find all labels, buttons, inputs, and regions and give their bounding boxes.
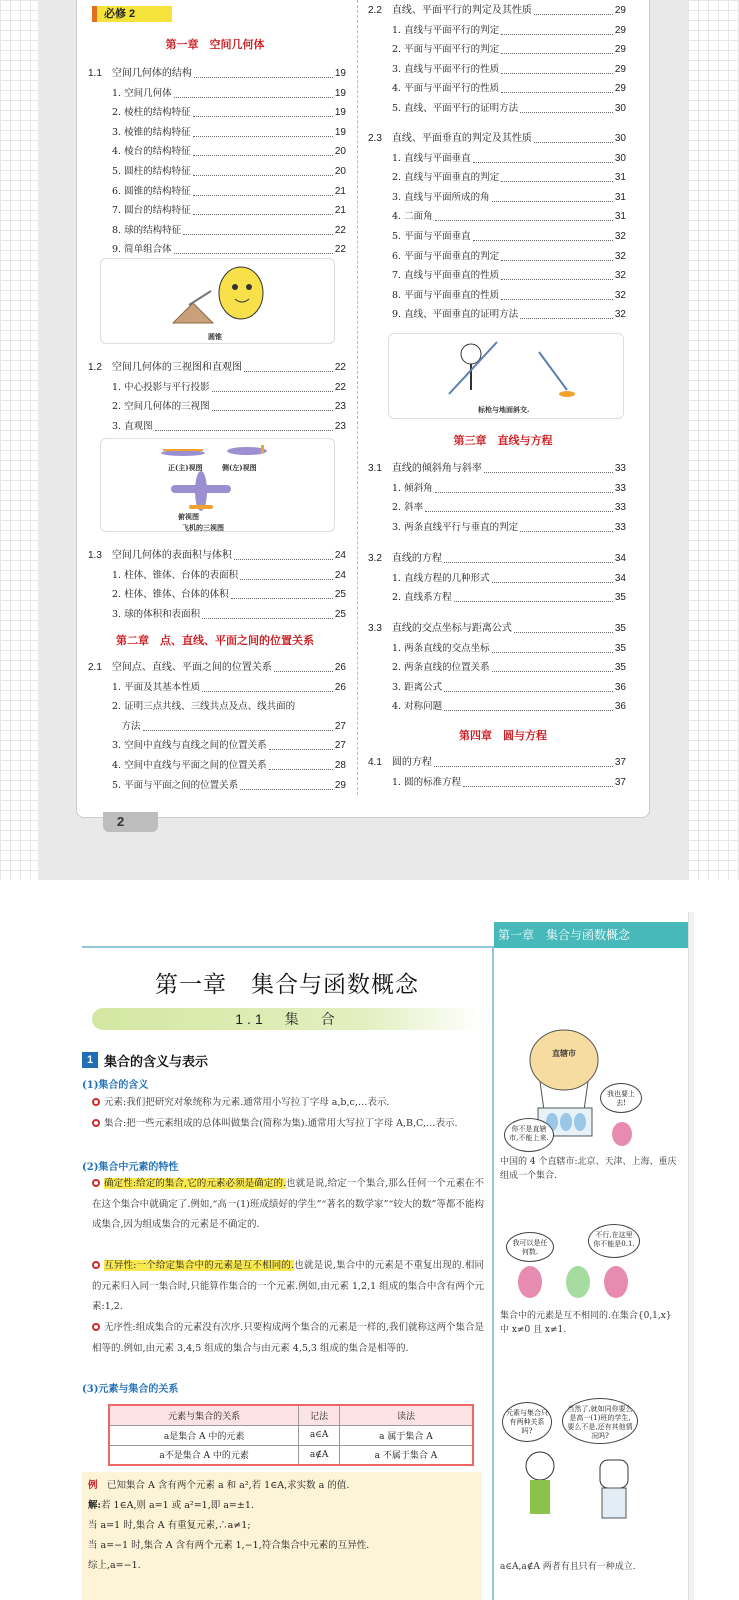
toc-entry xyxy=(392,520,626,536)
toc-entry-label: 3. 棱锥的结构特征 xyxy=(112,126,191,138)
chapter-4-title: 第四章 圆与方程 xyxy=(459,730,547,742)
toc-leader-dots xyxy=(501,23,613,35)
toc-entry-page: 22 xyxy=(334,224,346,236)
toc-entry xyxy=(112,380,346,396)
toc-entry-label: 5. 直线、平面平行的证明方法 xyxy=(392,103,519,114)
toc-entry xyxy=(392,680,626,696)
chapter-1-title: 第一章 空间几何体 xyxy=(165,39,265,51)
toc-entry-label: 9. 直线、平面垂直的证明方法 xyxy=(392,309,519,321)
toc-entry-page: 19 xyxy=(334,107,346,119)
toc-entry-page: 29 xyxy=(334,779,346,791)
toc-leader-dots xyxy=(534,131,613,143)
toc-leader-dots xyxy=(212,399,333,411)
toc-section-entry xyxy=(368,621,626,637)
toc-entry-page: 28 xyxy=(334,760,346,771)
side-view-label: 侧(左)视图 xyxy=(222,463,257,472)
toc-leader-dots xyxy=(501,42,613,54)
speech-bubble: 当然了,就如同你要么是高一(1)班的学生,要么不是,还有其他情况吗? xyxy=(562,1398,638,1444)
margin-rule xyxy=(492,946,494,1600)
toc-section-entry xyxy=(88,660,346,676)
toc-section-entry xyxy=(88,548,346,564)
illustration-javelin-caption: 标枪与地面斜交. xyxy=(478,405,530,414)
toc-entry xyxy=(392,641,626,657)
toc-entry xyxy=(392,190,626,206)
toc-entry xyxy=(392,699,626,715)
front-view-label: 正(主)视图 xyxy=(168,463,203,472)
paragraph-element-text: 元素:我们把研究对象统称为元素.通常用小写拉丁字母 a,b,c,…表示. xyxy=(104,1097,390,1108)
toc-leader-dots xyxy=(193,144,333,156)
toc-entry xyxy=(392,229,626,245)
toc-entry-page: 31 xyxy=(614,211,626,223)
toc-entry-label: 7. 圆台的结构特征 xyxy=(112,205,191,217)
speech-bubble: 我可以是任何数. xyxy=(506,1232,554,1262)
example-solution-line xyxy=(88,1497,254,1511)
toc-entry-page: 34 xyxy=(614,572,626,584)
toc-entry-page: 30 xyxy=(614,152,626,164)
toc-entry-label: 9. 简单组合体 xyxy=(112,244,172,256)
chapter-title: 第一章 集合与函数概念 xyxy=(155,971,419,997)
illustration-cone-caption: 圆锥 xyxy=(208,332,222,341)
example-question-text: 已知集合 A 含有两个元素 a 和 a²,若 1∈A,求实数 a 的值. xyxy=(107,1480,350,1491)
toc-entry-page: 27 xyxy=(334,720,346,732)
toc-entry-label: 2. 直线与平面垂直的判定 xyxy=(392,172,500,184)
toc-entry-label: 2.1 空间点、直线、平面之间的位置关系 xyxy=(88,662,272,673)
subheading-meaning: (1)集合的含义 xyxy=(82,1080,149,1091)
toc-entry-page: 35 xyxy=(614,642,626,654)
toc-leader-dots xyxy=(202,680,333,692)
toc-entry-page: 23 xyxy=(334,401,346,413)
toc-entry-label: 3.1 直线的倾斜角与斜率 xyxy=(368,463,482,474)
toc-entry xyxy=(112,738,346,754)
paragraph-determinate-text: 也就是说,给定一个集合,那么任何一个元素在不在这个集合中就确定了.例如,“高一(1)班成绩好的学生”“著名的数学家”“较大的数”等都不能构成集合,因为组成集合的元素是不确定的. xyxy=(92,1178,484,1230)
toc-entry-page: 27 xyxy=(334,740,346,752)
toc-leader-dots xyxy=(463,775,613,787)
toc-entry xyxy=(112,86,346,102)
toc-entry-label: 8. 球的结构特征 xyxy=(112,224,182,236)
toc-entry-page: 33 xyxy=(614,482,626,494)
table-cell: a∉A xyxy=(299,1445,340,1465)
toc-leader-dots xyxy=(520,520,613,532)
paragraph-distinct xyxy=(92,1256,484,1318)
section-title: 1.1 集 合 xyxy=(92,1008,482,1030)
table-cell: a是集合 A 中的元素 xyxy=(109,1425,299,1445)
toc-leader-dots xyxy=(143,719,333,731)
toc-leader-dots xyxy=(473,151,613,163)
toc-entry xyxy=(112,758,346,774)
toc-leader-dots xyxy=(234,548,333,560)
toc-leader-dots xyxy=(454,590,613,602)
toc-entry xyxy=(112,105,346,121)
relation-table xyxy=(108,1404,474,1466)
toc-entry-label: 1. 倾斜角 xyxy=(392,482,433,494)
table-header: 元素与集合的关系 xyxy=(109,1405,299,1425)
toc-entry-page: 20 xyxy=(334,146,346,158)
toc-section-entry xyxy=(368,3,626,19)
toc-entry-page: 36 xyxy=(614,701,626,713)
toc-section-entry xyxy=(368,551,626,567)
toc-entry-label: 4. 平面与平面平行的性质 xyxy=(392,83,500,95)
toc-entry-label: 2.3 直线、平面垂直的判定及其性质 xyxy=(368,133,532,144)
toc-entry-page: 30 xyxy=(614,133,626,144)
paragraph-distinct-text: 也就是说,集合中的元素是不重复出现的.相同的元素归入同一集合时,只能算作集合的一个元素.例如,由元素 1,2,1 组成的集合中含有两个元素:1,2. xyxy=(92,1260,484,1312)
heading: 集合的含义与表示 xyxy=(104,1054,209,1069)
toc-leader-dots xyxy=(193,203,333,215)
toc-leader-dots xyxy=(435,481,613,493)
toc-entry-page: 21 xyxy=(334,205,346,217)
toc-entry-label: 5. 平面与平面之间的位置关系 xyxy=(112,779,239,791)
side-caption-1: 中国的 4 个直辖市:北京、天津、上海、重庆组成一个集合. xyxy=(500,1157,677,1181)
toc-entry xyxy=(392,42,626,58)
toc-entry-page: 26 xyxy=(334,681,346,693)
toc-leader-dots xyxy=(492,190,613,202)
toc-entry xyxy=(112,719,346,735)
toc-entry-label: 2. 柱体、锥体、台体的体积 xyxy=(112,589,229,601)
paragraph-unordered xyxy=(92,1318,484,1359)
toc-entry xyxy=(392,23,626,39)
toc-leader-dots xyxy=(240,568,333,580)
toc-entry xyxy=(112,184,346,200)
toc-entry-label: 1. 柱体、锥体、台体的表面积 xyxy=(112,569,239,581)
toc-entry xyxy=(392,81,626,97)
page-background-right xyxy=(688,0,739,880)
subheading-relation: (3)元素与集合的关系 xyxy=(82,1384,179,1395)
toc-entry xyxy=(112,144,346,160)
toc-entry-label: 1. 空间几何体 xyxy=(112,87,172,99)
toc-entry-page: 35 xyxy=(614,623,626,634)
toc-entry-label: 4. 二面角 xyxy=(392,211,433,223)
table-header: 读法 xyxy=(339,1405,473,1425)
toc-entry-page: 29 xyxy=(614,44,626,56)
toc-leader-dots xyxy=(434,755,613,767)
toc-entry-label: 1. 直线方程的几种形式 xyxy=(392,572,490,584)
toc-entry-page: 33 xyxy=(614,463,626,474)
example-solution-line: 综上,a=−1. xyxy=(88,1560,141,1571)
bullet-icon xyxy=(92,1261,100,1269)
toc-entry xyxy=(112,568,346,584)
header-rule xyxy=(82,946,492,948)
toc-leader-dots xyxy=(492,660,613,672)
table-cell: a 属于集合 A xyxy=(339,1425,473,1445)
volume-badge: 必修 2 xyxy=(92,6,172,22)
toc-entry xyxy=(112,680,346,696)
toc-entry-label: 2. 棱柱的结构特征 xyxy=(112,107,191,119)
solution-tag: 解: xyxy=(88,1500,102,1511)
toc-entry xyxy=(392,775,626,791)
toc-leader-dots xyxy=(501,62,613,74)
chapter-2-title: 第二章 点、直线、平面之间的位置关系 xyxy=(116,635,314,647)
balloon-sign: 直辖市 xyxy=(552,1048,576,1058)
toc-leader-dots xyxy=(269,738,333,750)
toc-entry xyxy=(112,164,346,180)
toc-leader-dots xyxy=(435,209,613,221)
toc-entry xyxy=(392,249,626,265)
toc-entry-page: 22 xyxy=(334,244,346,256)
toc-entry-page: 37 xyxy=(614,776,626,788)
toc-entry-page: 35 xyxy=(614,662,626,674)
toc-entry-label: 1. 直线与平面垂直 xyxy=(392,152,471,164)
toc-entry-page: 22 xyxy=(334,362,346,373)
column-divider xyxy=(357,0,358,795)
toc-leader-dots xyxy=(514,621,613,633)
toc-leader-dots xyxy=(194,66,333,78)
toc-entry-label: 3. 球的体积和表面积 xyxy=(112,608,201,620)
toc-leader-dots xyxy=(155,419,333,431)
toc-entry-label: 5. 圆柱的结构特征 xyxy=(112,166,191,177)
toc-entry-page: 31 xyxy=(614,172,626,184)
toc-entry-label: 3. 直线与平面平行的性质 xyxy=(392,63,500,75)
toc-entry-label: 1.2 空间几何体的三视图和直观图 xyxy=(88,362,242,373)
toc-leader-dots xyxy=(425,500,613,512)
toc-leader-dots xyxy=(444,699,613,711)
speech-bubble: 元素与集合只有两种关系吗? xyxy=(502,1402,552,1442)
toc-entry xyxy=(112,223,346,239)
toc-leader-dots xyxy=(240,778,333,790)
toc-entry-page: 32 xyxy=(614,231,626,242)
toc-entry xyxy=(392,307,626,323)
toc-entry-label: 3. 距离公式 xyxy=(392,681,443,693)
toc-entry xyxy=(392,151,626,167)
toc-entry-label: 4.1 圆的方程 xyxy=(368,757,432,768)
toc-entry xyxy=(112,242,346,258)
toc-entry-label: 3. 直观图 xyxy=(112,420,153,432)
toc-entry-page: 23 xyxy=(334,420,346,432)
highlight-distinct: 互异性:一个给定集合中的元素是互不相同的. xyxy=(104,1260,295,1271)
toc-leader-dots xyxy=(501,268,613,280)
toc-entry-page: 19 xyxy=(334,126,346,138)
highlight-determinate: 确定性:给定的集合,它的元素必须是确定的. xyxy=(104,1178,287,1189)
toc-entry-label: 4. 空间中直线与平面之间的位置关系 xyxy=(112,760,267,771)
toc-leader-dots xyxy=(212,380,333,392)
toc-leader-dots xyxy=(202,607,333,619)
example-solution-line: 当 a=1 时,集合 A 有重复元素,∴a≠1; xyxy=(88,1520,251,1531)
toc-entry-label: 方法 xyxy=(112,720,141,732)
toc-entry-label: 1.3 空间几何体的表面积与体积 xyxy=(88,550,232,561)
example-question xyxy=(88,1477,349,1491)
toc-entry xyxy=(112,399,346,415)
toc-entry-page: 29 xyxy=(614,24,626,36)
toc-entry xyxy=(392,481,626,497)
bullet-icon xyxy=(92,1323,100,1331)
toc-entry xyxy=(392,209,626,225)
paragraph-set-text: 集合:把一些元素组成的总体叫做集合(简称为集).通常用大写拉丁字母 A,B,C,…表示. xyxy=(104,1118,458,1129)
toc-entry-page: 32 xyxy=(614,250,626,262)
illustration-airplane xyxy=(100,438,335,532)
table-cell: a不是集合 A 中的元素 xyxy=(109,1445,299,1465)
toc-leader-dots xyxy=(520,101,613,113)
toc-leader-dots xyxy=(501,249,613,261)
speech-bubble: 我也要上去! xyxy=(600,1083,642,1113)
illustration-airplane-caption: 飞机的三视图 xyxy=(182,523,224,532)
bullet-icon xyxy=(92,1119,100,1127)
toc-entry-label: 3. 直线与平面所成的角 xyxy=(392,191,490,203)
toc-section-entry xyxy=(368,131,626,147)
toc-entry-page: 29 xyxy=(614,63,626,75)
toc-leader-dots xyxy=(174,86,333,98)
toc-entry xyxy=(112,419,346,435)
airplane-views-icon xyxy=(101,439,336,533)
toc-entry-label: 2. 斜率 xyxy=(392,502,424,514)
toc-entry-page: 33 xyxy=(614,521,626,533)
page-edge xyxy=(688,912,694,1600)
toc-entry-page: 32 xyxy=(614,270,626,282)
toc-leader-dots xyxy=(274,660,333,672)
toc-leader-dots xyxy=(244,360,333,372)
toc-entry-label: 3. 两条直线平行与垂直的判定 xyxy=(392,521,519,533)
toc-entry xyxy=(112,125,346,141)
table-cell: a 不属于集合 A xyxy=(339,1445,473,1465)
toc-entry-label: 4. 对称问题 xyxy=(392,701,443,713)
toc-leader-dots xyxy=(269,758,333,770)
toc-section-entry xyxy=(88,66,346,82)
toc-entry xyxy=(392,62,626,78)
toc-entry-page: 34 xyxy=(614,553,626,564)
toc-entry-label: 5. 平面与平面垂直 xyxy=(392,231,471,242)
toc-entry-page: 37 xyxy=(614,757,626,768)
toc-entry-page: 19 xyxy=(334,87,346,99)
toc-leader-dots xyxy=(520,307,613,319)
toc-leader-dots xyxy=(492,571,613,583)
side-caption-2: 集合中的元素是互不相同的.在集合{0,1,x}中 x≠0 且 x≠1. xyxy=(500,1311,672,1335)
toc-entry-page: 29 xyxy=(614,83,626,95)
table-header: 记法 xyxy=(299,1405,340,1425)
toc-entry-page: 32 xyxy=(614,289,626,301)
toc-entry-label: 2. 空间几何体的三视图 xyxy=(112,401,210,413)
toc-entry-page: 20 xyxy=(334,166,346,177)
toc-entry-label: 1. 中心投影与平行投影 xyxy=(112,381,210,393)
toc-entry xyxy=(392,288,626,304)
top-view-label: 俯视图 xyxy=(178,512,199,521)
toc-leader-dots xyxy=(193,184,333,196)
bullet-icon xyxy=(92,1098,100,1106)
toc-entry xyxy=(392,268,626,284)
toc-entry xyxy=(112,587,346,603)
toc-section-entry xyxy=(368,461,626,477)
toc-entry xyxy=(392,500,626,516)
toc-section-entry xyxy=(88,360,346,376)
toc-leader-dots xyxy=(501,81,613,93)
toc-entry xyxy=(392,571,626,587)
toc-entry-label: 1. 圆的标准方程 xyxy=(392,776,462,788)
speech-bubble: 你不是直辖市,不能上来. xyxy=(504,1118,554,1152)
paragraph-determinate xyxy=(92,1174,484,1236)
toc-entry-label: 2.2 直线、平面平行的判定及其性质 xyxy=(368,5,532,16)
toc-leader-dots xyxy=(183,223,333,235)
chapter-3-title: 第三章 直线与方程 xyxy=(453,435,553,447)
toc-entry-label: 8. 平面与平面垂直的性质 xyxy=(392,289,500,301)
toc-entry-label: 2. 两条直线的位置关系 xyxy=(392,662,490,674)
toc-section-entry xyxy=(368,755,626,771)
toc-leader-dots xyxy=(193,105,333,117)
side-caption-3: a∈A,a∉A 两者有且只有一种成立. xyxy=(500,1562,636,1572)
toc-entry-label: 7. 直线与平面垂直的性质 xyxy=(392,270,500,282)
toc-leader-dots xyxy=(534,3,613,15)
page-background-left xyxy=(0,0,38,880)
example-box xyxy=(82,1472,482,1600)
toc-entry xyxy=(112,699,346,715)
toc-leader-dots xyxy=(444,680,613,692)
example-solution-line: 当 a=−1 时,集合 A 含有两个元素 1,−1,符合集合中元素的互异性. xyxy=(88,1540,370,1551)
toc-entry-label: 3.2 直线的方程 xyxy=(368,553,442,564)
table-row xyxy=(109,1445,473,1465)
table-row xyxy=(109,1425,473,1445)
toc-leader-dots xyxy=(473,229,613,241)
toc-leader-dots xyxy=(501,288,613,300)
toc-entry-label: 3. 空间中直线与直线之间的位置关系 xyxy=(112,740,267,752)
toc-leader-dots xyxy=(193,125,333,137)
toc-entry-label: 1. 两条直线的交点坐标 xyxy=(392,642,490,654)
toc-entry xyxy=(392,590,626,606)
toc-entry-page: 25 xyxy=(334,608,346,620)
toc-entry-label: 2. 平面与平面平行的判定 xyxy=(392,44,500,56)
toc-entry xyxy=(112,607,346,623)
paragraph-unordered-text: 无序性:组成集合的元素没有次序.只要构成两个集合的元素是一样的,我们就称这两个集合是相等的.例如,由元素 3,4,5 组成的集合与由元素 4,5,3 组成的集合是相等的. xyxy=(92,1322,484,1354)
toc-entry-page: 30 xyxy=(614,103,626,114)
toc-entry-page: 24 xyxy=(334,569,346,581)
toc-leader-dots xyxy=(484,461,613,473)
toc-entry-label: 3.3 直线的交点坐标与距离公式 xyxy=(368,623,512,634)
toc-entry xyxy=(392,170,626,186)
toc-entry-page: 21 xyxy=(334,185,346,197)
subheading-properties: (2)集合中元素的特性 xyxy=(82,1162,179,1173)
toc-leader-dots xyxy=(174,242,333,254)
example-tag: 例 xyxy=(88,1480,98,1491)
toc-leader-dots xyxy=(231,587,333,599)
table-cell: a∈A xyxy=(299,1425,340,1445)
paragraph-set xyxy=(92,1114,484,1135)
toc-leader-dots xyxy=(501,170,613,182)
toc-entry xyxy=(112,778,346,794)
paragraph-element xyxy=(92,1093,484,1114)
toc-entry-label: 6. 圆锥的结构特征 xyxy=(112,185,191,197)
toc-entry-page: 35 xyxy=(614,592,626,604)
toc-entry xyxy=(392,101,626,117)
toc-leader-dots xyxy=(193,164,333,176)
toc-entry-page: 36 xyxy=(614,681,626,693)
heading-number: 1 xyxy=(82,1052,98,1068)
toc-entry-page: 29 xyxy=(614,5,626,16)
toc-entry-page: 22 xyxy=(334,381,346,393)
page-number: 2 xyxy=(103,812,158,832)
solution-text: 若 1∈A,则 a=1 或 a²=1,即 a=±1. xyxy=(101,1500,254,1511)
toc-entry-page: 33 xyxy=(614,502,626,514)
speech-bubble: 不行,在这里你不能是0.1. xyxy=(588,1224,640,1258)
toc-entry-page: 24 xyxy=(334,550,346,561)
toc-entry-label: 2. 证明三点共线、三线共点及点、线共面的 xyxy=(112,701,296,713)
chapter-tab: 第一章 集合与函数概念 xyxy=(494,922,688,948)
toc-entry xyxy=(392,660,626,676)
toc-entry xyxy=(112,203,346,219)
bullet-icon xyxy=(92,1179,100,1187)
toc-entry-label: 1. 直线与平面平行的判定 xyxy=(392,24,500,36)
toc-leader-dots xyxy=(444,551,613,563)
toc-entry-page: 31 xyxy=(614,191,626,203)
toc-entry-page: 32 xyxy=(614,309,626,321)
toc-entry-page: 26 xyxy=(334,662,346,673)
toc-entry-label: 1. 平面及其基本性质 xyxy=(112,681,201,693)
toc-entry-label: 1.1 空间几何体的结构 xyxy=(88,68,192,79)
toc-entry-label: 2. 直线系方程 xyxy=(392,592,452,604)
toc-entry-label: 6. 平面与平面垂直的判定 xyxy=(392,250,500,262)
toc-entry-page: 19 xyxy=(334,68,346,79)
toc-leader-dots xyxy=(492,641,613,653)
toc-entry-page: 25 xyxy=(334,589,346,601)
toc-entry-label: 4. 棱台的结构特征 xyxy=(112,146,191,158)
